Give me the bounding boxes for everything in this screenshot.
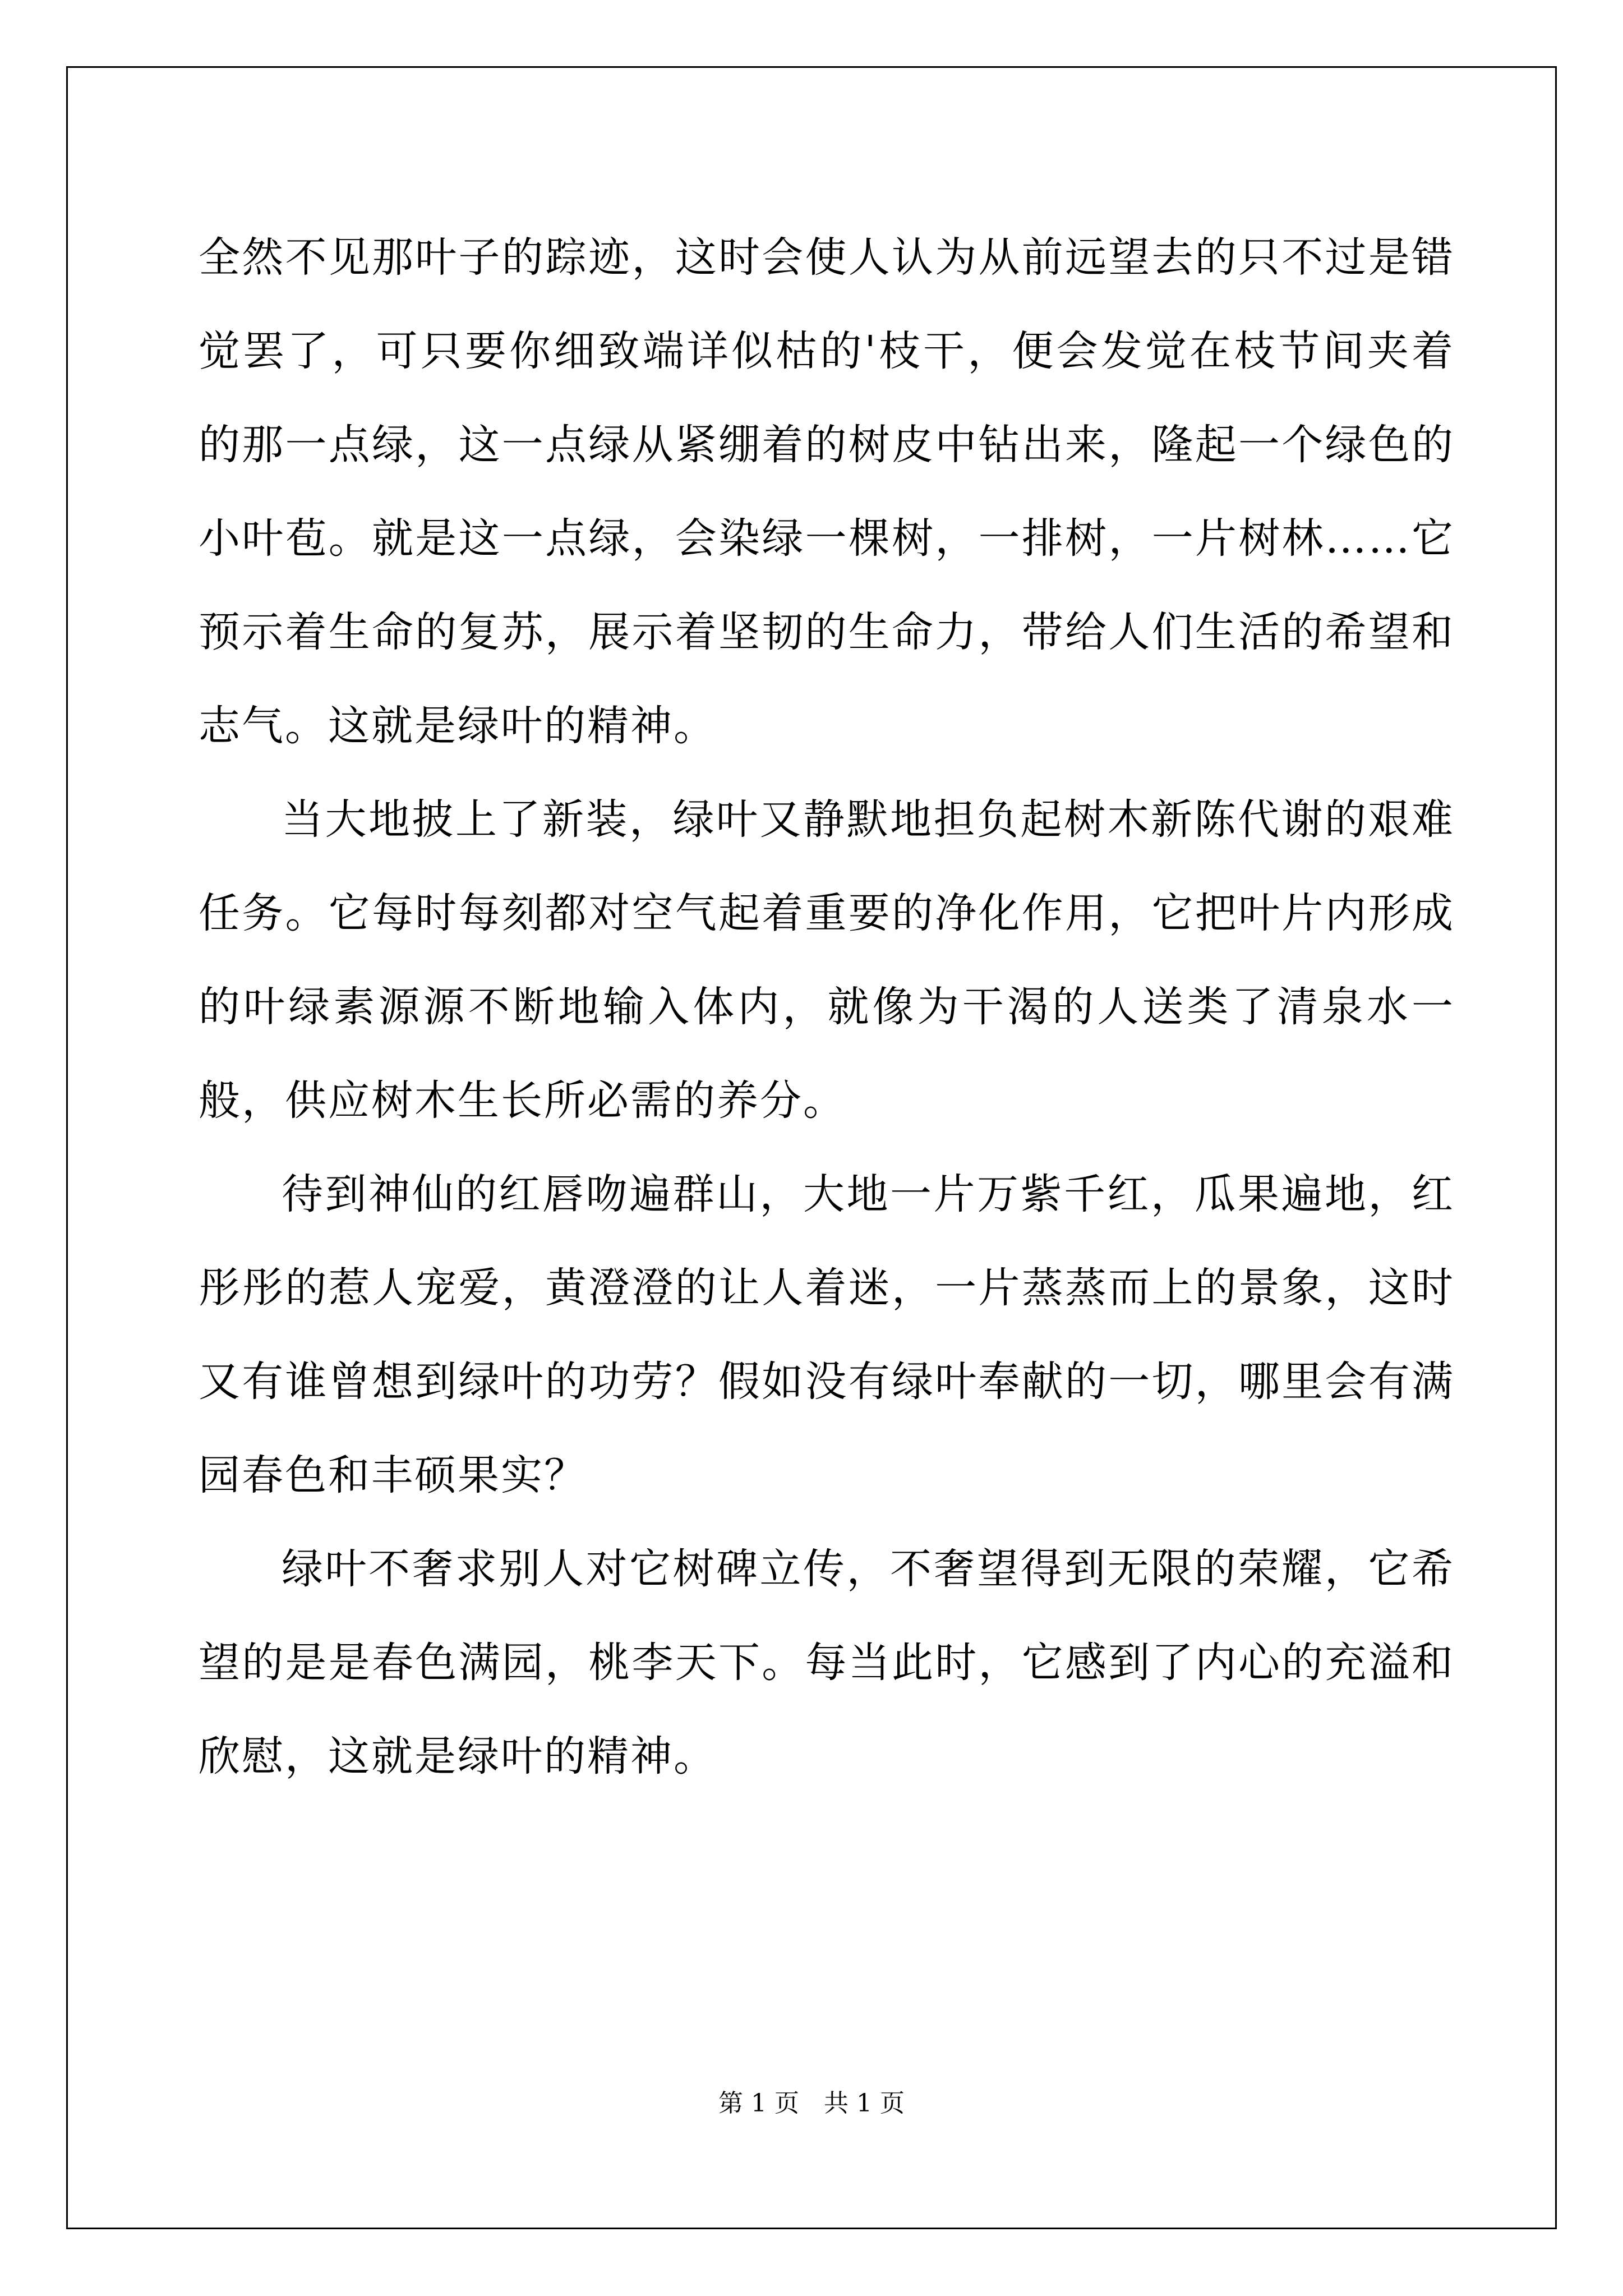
paragraph-2: 当大地披上了新装，绿叶又静默地担负起树木新陈代谢的艰难任务。它每时每刻都对空气起着重要的净化作用，它把叶片内形成的叶绿素源源不断地输入体内，就像为干渴的人送类了清泉水一般，供应树木生长所必需的养分。 <box>199 795 1455 1125</box>
page-footer: 第 1 页 共 1 页 <box>718 2089 905 2118</box>
paragraph-1: 全然不见那叶子的踪迹，这时会使人认为从前远望去的只不过是错觉罢了，可只要你细致端详似枯的'枝干，便会发觉在枝节间夹着的那一点绿，这一点绿从紧绷着的树皮中钻出来，隆起一个绿色的小叶苞。就是这一点绿，会染绿一棵树，一排树，一片树林……它预示着生命的复苏，展示着坚韧的生命力，带给人们生活的希望和志气。这就是绿叶的精神。 <box>199 233 1455 750</box>
paragraph-4: 绿叶不奢求别人对它树碑立传，不奢望得到无限的荣耀，它希望的是是春色满园，桃李天下。每当此时，它感到了内心的充溢和欣慰，这就是绿叶的精神。 <box>199 1545 1455 1780</box>
document-body <box>199 211 1455 1803</box>
paragraph-3: 待到神仙的红唇吻遍群山，大地一片万紫千红，瓜果遍地，红彤彤的惹人宠爱，黄澄澄的让人着迷，一片蒸蒸而上的景象，这时又有谁曾想到绿叶的功劳？假如没有绿叶奉献的一切，哪里会有满园春色和丰硕果实？ <box>199 1170 1455 1499</box>
